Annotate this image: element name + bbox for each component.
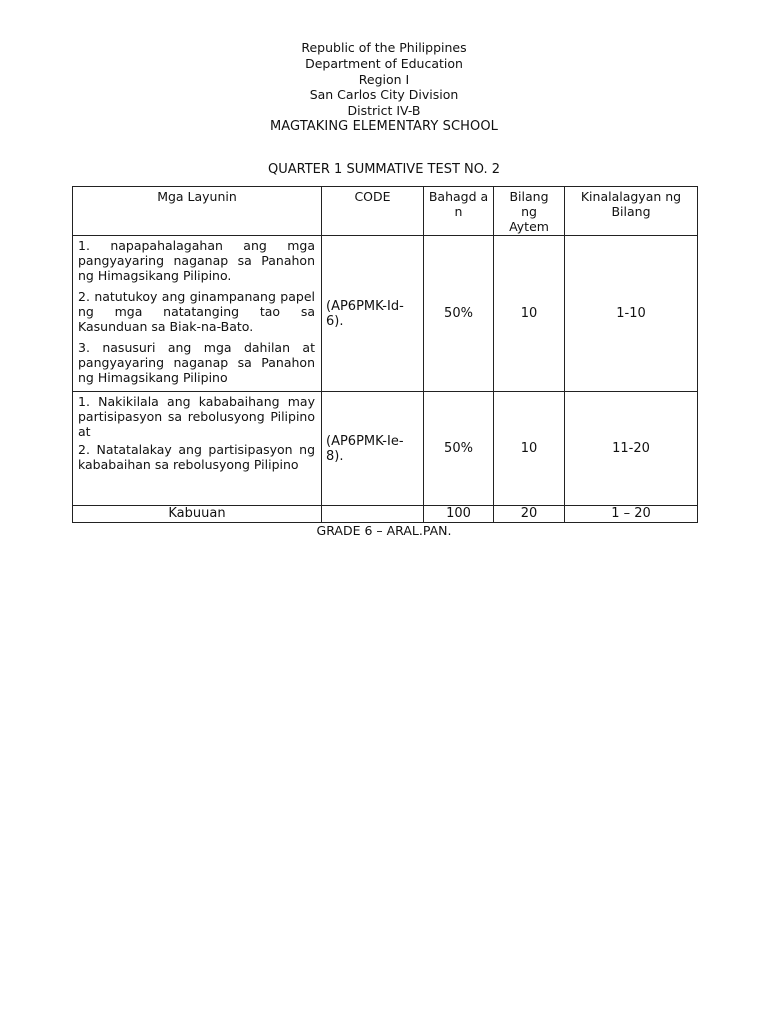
column-header-percent: [424, 187, 494, 236]
total-items: 20: [494, 506, 565, 523]
objective-item: 1. Nakikilala ang kababaihang may partisipasyon sa rebolusyong Pilipino at: [78, 394, 315, 439]
objective-item: 3. nasusuri ang mga dahilan at pangyayaring naganap sa Panahon ng Himagsikang Pilipino: [78, 340, 315, 385]
objective-item: 2. natutukoy ang ginampanang papel ng mga natatanging tao sa Kasunduan sa Biak-na-Bato.: [78, 289, 315, 334]
table-row: [73, 236, 698, 392]
percent-cell: 50%: [424, 392, 494, 506]
column-header-placement-text: Kinalalagyan ng Bilang: [580, 189, 682, 219]
items-cell: 10: [494, 236, 565, 392]
column-header-percent-text: Bahagd an: [428, 189, 489, 219]
column-header-objectives: Mga Layunin: [73, 187, 322, 236]
header-line-department: Department of Education: [305, 55, 463, 71]
column-header-items-text: Bilang ng Aytem: [509, 189, 549, 234]
code-text: (AP6PMK-Id-6).: [326, 298, 404, 329]
total-code: [322, 506, 424, 523]
code-cell: [322, 392, 424, 506]
header-line-region: Region I: [358, 71, 410, 87]
column-header-code: CODE: [322, 187, 424, 236]
specification-table: [72, 186, 698, 523]
school-name: MAGTAKING ELEMENTARY SCHOOL: [269, 118, 499, 134]
objective-item: 2. Natatalakay ang partisipasyon ng kababaihan sa rebolusyong Pilipino: [78, 442, 315, 472]
total-label: Kabuuan: [73, 506, 322, 523]
header-line-district: District IV-B: [347, 103, 421, 119]
header-line-republic: Republic of the Philippines: [301, 40, 467, 55]
objective-item: 1. napapahalagahan ang mga pangyayaring naganap sa Panahon ng Himagsikang Pilipino.: [78, 238, 315, 283]
test-title: QUARTER 1 SUMMATIVE TEST NO. 2: [268, 162, 500, 177]
objectives-cell: [73, 236, 322, 392]
total-placement: 1 – 20: [565, 506, 698, 523]
placement-cell: 1-10: [565, 236, 698, 392]
items-cell: 10: [494, 392, 565, 506]
table-row: [73, 392, 698, 506]
header-line-division: San Carlos City Division: [309, 87, 459, 103]
percent-cell: 50%: [424, 236, 494, 392]
code-cell: [322, 236, 424, 392]
total-percent: 100: [424, 506, 494, 523]
placement-cell: 11-20: [565, 392, 698, 506]
document-header: [0, 40, 768, 135]
total-row: [73, 506, 698, 523]
table-header-row: [73, 187, 698, 236]
column-header-placement: [565, 187, 698, 236]
objectives-cell: [73, 392, 322, 506]
column-header-items: [494, 187, 565, 236]
grade-subject-title: GRADE 6 – ARAL.PAN.: [316, 523, 452, 538]
code-text: (AP6PMK-Ie-8).: [326, 433, 404, 464]
